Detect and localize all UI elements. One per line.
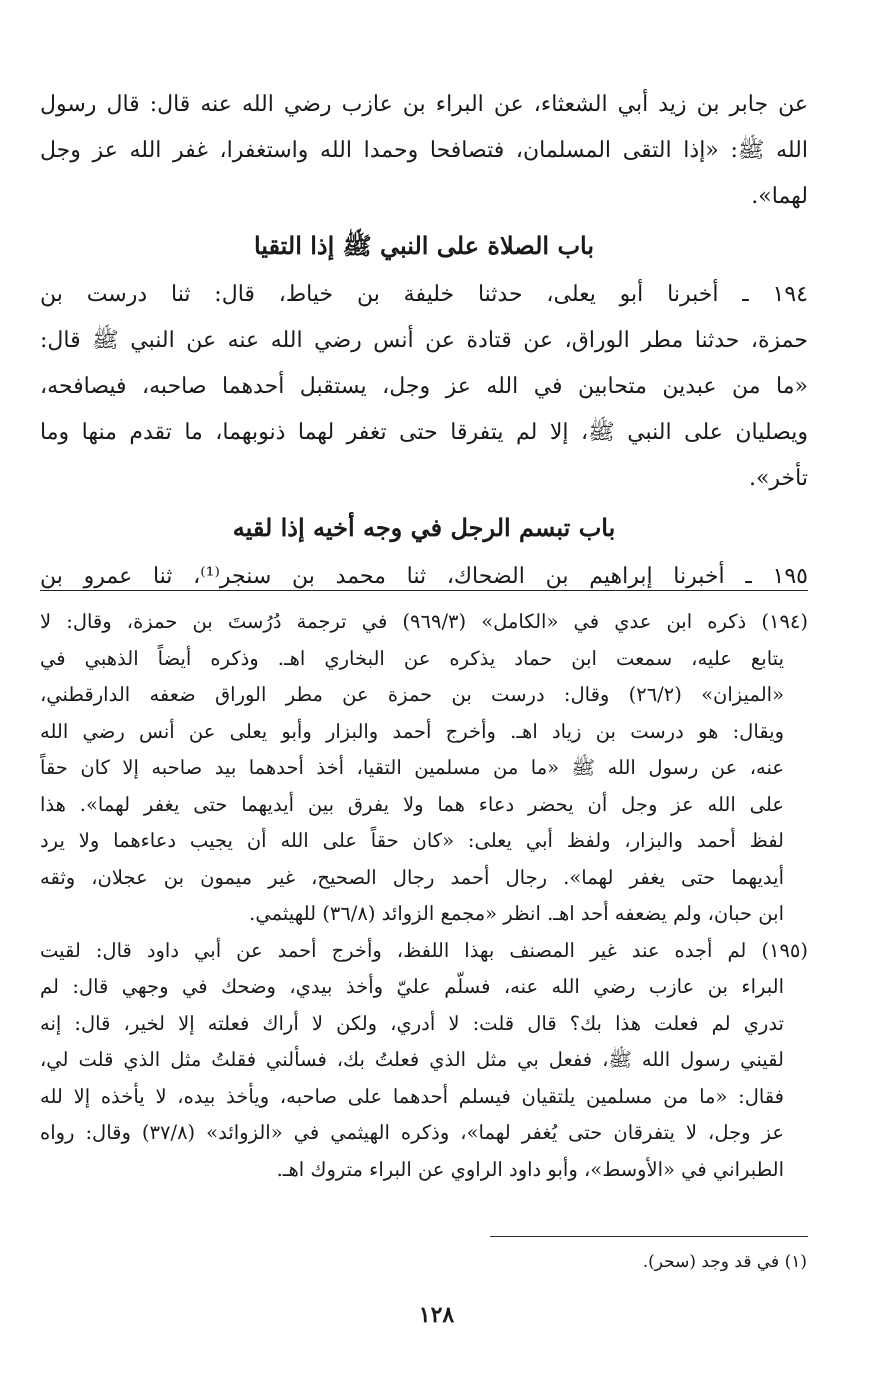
note-line: لقيني رسول الله ﷺ، ففعل بي مثل الذي فعلتُ بك، فسألني فقلتُ مثل الذي قلت لي،	[40, 1048, 784, 1071]
note-line: «الميزان» (٢٦/٢) وقال: درست بن حمزة عن مطر الوراق ضعفه الدارقطني،	[40, 683, 784, 706]
text-line: ويصليان على النبي ﷺ، إلا لم يتفرقا حتى تغفر لهما ذنوبهما، ما تقدم منها وما	[40, 420, 808, 445]
note-line: لفظ أحمد والبزار، ولفظ أبي يعلى: «كان حقاً على الله أن يجيب دعاءهما ولا يرد	[40, 829, 784, 852]
note-line: يتابع عليه، سمعت ابن حماد يذكره عن البخاري اهـ. وذكره أيضاً الذهبي في	[40, 646, 784, 670]
text-line: ١٩٤ ـ أخبرنا أبو يعلى، حدثنا خليفة بن خياط، قال: ثنا درست بن	[40, 282, 808, 307]
intro-paragraph	[40, 82, 808, 220]
note-195	[40, 933, 808, 1189]
page-number: ١٢٨	[418, 1302, 455, 1328]
note-line: عز وجل، لا يتفرقان حتى يُغفر لهما»، وذكره الهيثمي في «الزوائد» (٣٧/٨) وقال: رواه	[40, 1121, 785, 1144]
text-line: حمزة، حدثنا مطر الوراق، عن قتادة عن أنس رضي الله عنه عن النبي ﷺ قال:	[40, 328, 808, 353]
note-line: ويقال: هو درست بن زياد اهـ. وأخرج أحمد والبزار وأبو يعلى عن أنس رضي الله	[40, 719, 784, 743]
footnote-separator	[490, 1236, 808, 1237]
text-line: ١٩٥ ـ أخبرنا إبراهيم بن الضحاك، ثنا محمد بن سنجر⁽¹⁾، ثنا عمرو بن	[40, 564, 808, 589]
notes-separator	[40, 590, 808, 591]
note-line: ابن حبان، ولم يضعفه أحد اهـ. انظر «مجمع الزوائد (٣٦/٨) للهيثمي.	[249, 902, 784, 925]
note-line: البراء بن عازب رضي الله عنه، فسلّم عليّ وأخذ بيدي، وضحك في وجهي قال: لم	[40, 975, 784, 998]
text-line: عن جابر بن زيد أبي الشعثاء، عن البراء بن عازب رضي الله عنه قال: قال رسول	[40, 92, 808, 117]
note-194	[40, 604, 808, 933]
text-line: تأخر».	[748, 466, 808, 491]
note-line: تدري لم فعلت هذا بك؟ قال قلت: لا أدري، ولكن لا أراك فعلته إلا لخير، قال: إنه	[40, 1011, 784, 1035]
footnote: (١) في قد وجد (سحر).	[642, 1252, 807, 1272]
note-line: (١٩٥) لم أجده عند غير المصنف بهذا اللفظ، وأخرج أحمد عن أبي داود قال: لقيت	[40, 938, 808, 962]
hadith-195	[40, 554, 808, 600]
note-line: أيديهما حتى يغفر لهما». رجال أحمد رجال الصحيح، غير ميمون بن عجلان، وثقه	[40, 865, 784, 889]
commentary-notes	[40, 604, 808, 1188]
note-line: على الله عز وجل أن يحضر دعاء هما ولا يفرق بين أيديهما حتى يغفر لهما». هذا	[40, 792, 784, 816]
text-line: الله ﷺ: «إذا التقى المسلمان، فتصافحا وحمدا الله واستغفرا، غفر الله عز وجل	[40, 138, 808, 163]
note-line: عنه، عن رسول الله ﷺ «ما من مسلمين التقيا، أخذ أحدهما بيد صاحبه إلا كان حقاً	[40, 756, 784, 779]
text-line: لهما».	[751, 184, 808, 209]
note-line: (١٩٤) ذكره ابن عدي في «الكامل» (٩٦٩/٣) في ترجمة دُرُستَ بن حمزة، وقال: لا	[40, 610, 808, 633]
section-heading-prayer: باب الصلاة على النبي ﷺ إذا التقيا	[253, 231, 595, 260]
text-line: «ما من عبدين متحابين في الله عز وجل، يستقبل أحدهما صاحبه، فيصافحه،	[40, 374, 808, 399]
note-line: الطبراني في «الأوسط»، وأبو داود الراوي عن البراء متروك اهـ.	[276, 1157, 784, 1181]
section-heading-smile: باب تبسم الرجل في وجه أخيه إذا لقيه	[232, 513, 616, 542]
main-text	[40, 82, 808, 600]
note-line: فقال: «ما من مسلمين يلتقيان فيسلم أحدهما على صاحبه، ويأخذ بيده، لا يأخذه إلا لله	[40, 1084, 784, 1108]
hadith-194	[40, 272, 808, 502]
